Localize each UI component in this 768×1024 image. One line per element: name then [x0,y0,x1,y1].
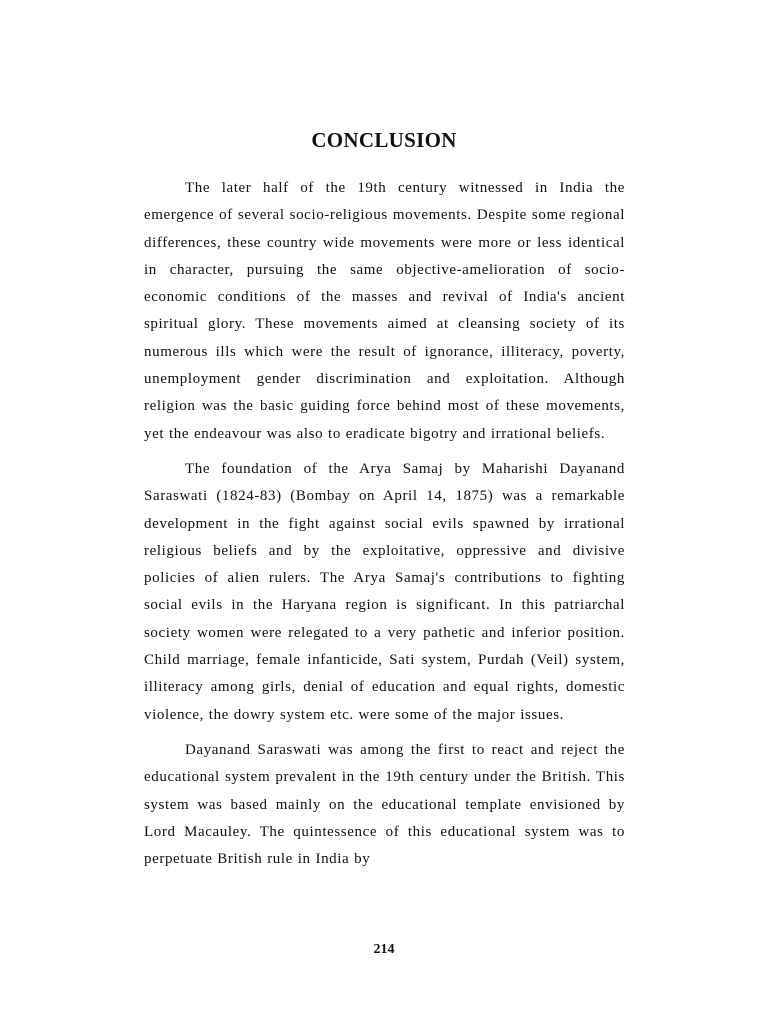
paragraph-3: Dayanand Saraswati was among the first to react and reject the educational system prevalent in the 19th century under the British. This system was based mainly on the educational template envisioned by Lord Macauley. The quintessence of this educational system was to perpetuate British rule in India by [144,741,625,868]
paragraph-2: The foundation of the Arya Samaj by Maharishi Dayanand Saraswati (1824-83) (Bombay on April 14, 1875) was a remarkable development in the fight against social evils spawned by irrational religious beliefs and by the exploitative, oppressive and divisive policies of alien rulers. The Arya Samaj's contributions to fighting social evils in the Haryana region is significant. In this patriarchal society women were relegated to a very pathetic and inferior position. Child marriage, female infanticide, Sati system, Purdah (Veil) system, illiteracy among girls, denial of education and equal rights, domestic violence, the dowry system etc. were some of the major issues. [144,460,625,723]
paragraph-1: The later half of the 19th century witnessed in India the emergence of several socio-religious movements. Despite some regional differences, these country wide movements were more or less identical in character, pursuing the same objective-amelioration of socio-economic conditions of the masses and revival of India's ancient spiritual glory. These movements aimed at cleansing society of its numerous ills which were the result of ignorance, illiteracy, poverty, unemployment gender discrimination and exploitation. Although religion was the basic guiding force behind most of these movements, yet the endeavour was also to eradicate bigotry and irrational beliefs. [144,180,625,442]
page-number: 214 [373,942,395,957]
page-title: CONCLUSION [311,128,457,152]
body-text [144,175,625,881]
